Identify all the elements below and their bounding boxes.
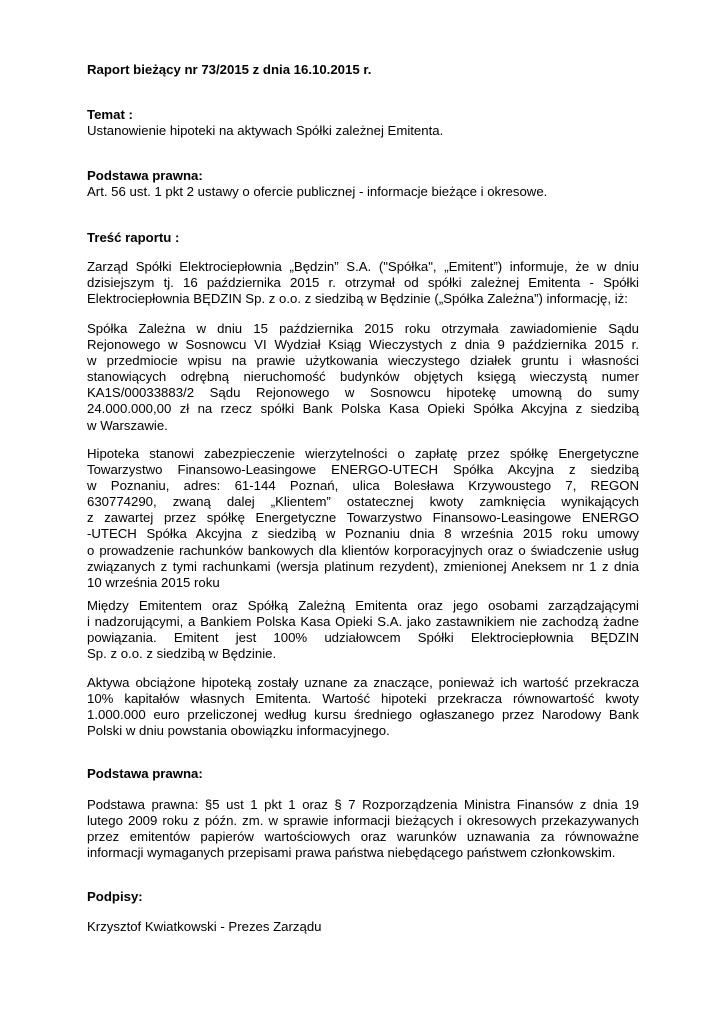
legal-basis2-heading: Podstawa prawna: [87, 766, 203, 781]
paragraph-line: w przedmiocie wpisu na prawie użytkowania wieczystego działek gruntu i własności [87, 353, 639, 369]
paragraph-line: Polski w dniu powstania obowiązku informacyjnego. [87, 723, 390, 739]
topic-text: Ustanowienie hipoteki na aktywach Spółki zależnej Emitenta. [87, 123, 444, 138]
paragraph-2 [87, 321, 639, 434]
paragraph-line: -UTECH Spółka Akcyjna z siedzibą w Poznaniu dnia 8 września 2015 roku umowy [87, 526, 639, 542]
report-title: Raport bieżący nr 73/2015 z dnia 16.10.2015 r. [87, 62, 372, 77]
paragraph-line: Rejonowego w Sosnowcu VI Wydział Ksiąg Wieczystych z dnia 9 października 2015 r. [87, 337, 639, 353]
paragraph-line: stanowiących odrębną nieruchomość budynków objętych księgą wieczystą numer [87, 369, 639, 385]
paragraph-line: Towarzystwo Finansowo-Leasingowe ENERGO-UTECH Spółka Akcyjna z siedzibą [87, 462, 639, 478]
paragraph-line: związanych z tymi rachunkami (wersja platinum rezydent), zmienionej Aneksem nr 1 z dnia [87, 558, 639, 574]
paragraph-line: Sp. z o.o. z siedzibą w Będzinie. [87, 646, 277, 662]
paragraph-line: informacji wymaganych przepisami prawa państwa niebędącego państwem członkowskim. [87, 845, 616, 861]
legal-basis-text: Art. 56 ust. 1 pkt 2 ustawy o ofercie publicznej - informacje bieżące i okresowe. [87, 184, 548, 199]
paragraph-line: 1.000.000 euro przeliczonej według kursu średniego ogłaszanego przez Narodowy Bank [87, 707, 639, 723]
paragraph-line: Podstawa prawna: §5 ust 1 pkt 1 oraz § 7 Rozporządzenia Ministra Finansów z dnia 19 [87, 797, 639, 812]
paragraph-line: powiązania. Emitent jest 100% udziałowcem Spółki Elektrociepłownia BĘDZIN [87, 630, 639, 646]
paragraph-line: 630774290, zwaną dalej „Klientem” ostatecznej kwoty zamknięcia wynikających [87, 494, 639, 510]
content-heading: Treść raportu : [87, 230, 180, 245]
paragraph-3 [87, 446, 639, 591]
legal-basis2-paragraph [87, 797, 639, 861]
legal-basis-heading: Podstawa prawna: [87, 168, 203, 183]
paragraph-line: dzisiejszym tj. 16 października 2015 r. otrzymał od spółki zależnej Emitenta - Spółki [87, 275, 639, 291]
paragraph-line: Między Emitentem oraz Spółką Zależną Emitenta oraz jego osobami zarządzającymi [87, 598, 639, 613]
signatory-name: Krzysztof Kwiatkowski - Prezes Zarządu [87, 919, 322, 934]
paragraph-line: Spółka Zależna w dniu 15 października 2015 roku otrzymała zawiadomienie Sądu [87, 321, 639, 336]
paragraph-line: Elektrociepłownia BĘDZIN Sp. z o.o. z siedzibą w Będzinie („Spółka Zależna”) informację, iż: [87, 291, 628, 307]
paragraph-4 [87, 598, 639, 662]
signatures-heading: Podpisy: [87, 889, 143, 904]
paragraph-line: Aktywa obciążone hipoteką zostały uznane za znaczące, ponieważ ich wartość przekracza [87, 675, 639, 690]
paragraph-line: z zawartej przez spółkę Energetyczne Towarzystwo Finansowo-Leasingowe ENERGO [87, 510, 639, 526]
paragraph-line: Hipoteka stanowi zabezpieczenie wierzytelności o zapłatę przez spółkę Energetyczne [87, 446, 639, 461]
paragraph-line: lutego 2009 roku z późn. zm. w sprawie informacji bieżących i okresowych przekazywanych [87, 813, 639, 829]
document-page [87, 0, 639, 1024]
paragraph-line: 24.000.000,00 zł na rzecz spółki Bank Polska Kasa Opieki Spółka Akcyjna z siedzibą [87, 401, 639, 417]
paragraph-line: KA1S/00033883/2 Sądu Rejonowego w Sosnowcu hipotekę umowną do sumy [87, 385, 639, 401]
paragraph-line: 10 września 2015 roku [87, 574, 220, 590]
paragraph-line: w Poznaniu, adres: 61-144 Poznań, ulica Bolesława Krzywoustego 7, REGON [87, 478, 639, 494]
paragraph-line: 10% kapitałów własnych Emitenta. Wartość hipoteki przekracza równowartość kwoty [87, 691, 639, 707]
paragraph-line: przez emitentów papierów wartościowych oraz warunków uznawania za równoważne [87, 829, 639, 845]
paragraph-line: Zarząd Spółki Elektrociepłownia „Będzin” S.A. ("Spółka", „Emitent”) informuje, że w dniu [87, 259, 639, 274]
paragraph-1 [87, 259, 639, 307]
topic-heading: Temat : [87, 107, 133, 122]
paragraph-line: w Warszawie. [87, 417, 168, 433]
paragraph-5 [87, 675, 639, 739]
paragraph-line: o prowadzenie rachunków bankowych dla klientów korporacyjnych oraz o świadczenie usług [87, 542, 639, 558]
paragraph-line: i nadzorującymi, a Bankiem Polska Kasa Opieki S.A. jako zastawnikiem nie zachodzą żadne [87, 614, 639, 630]
